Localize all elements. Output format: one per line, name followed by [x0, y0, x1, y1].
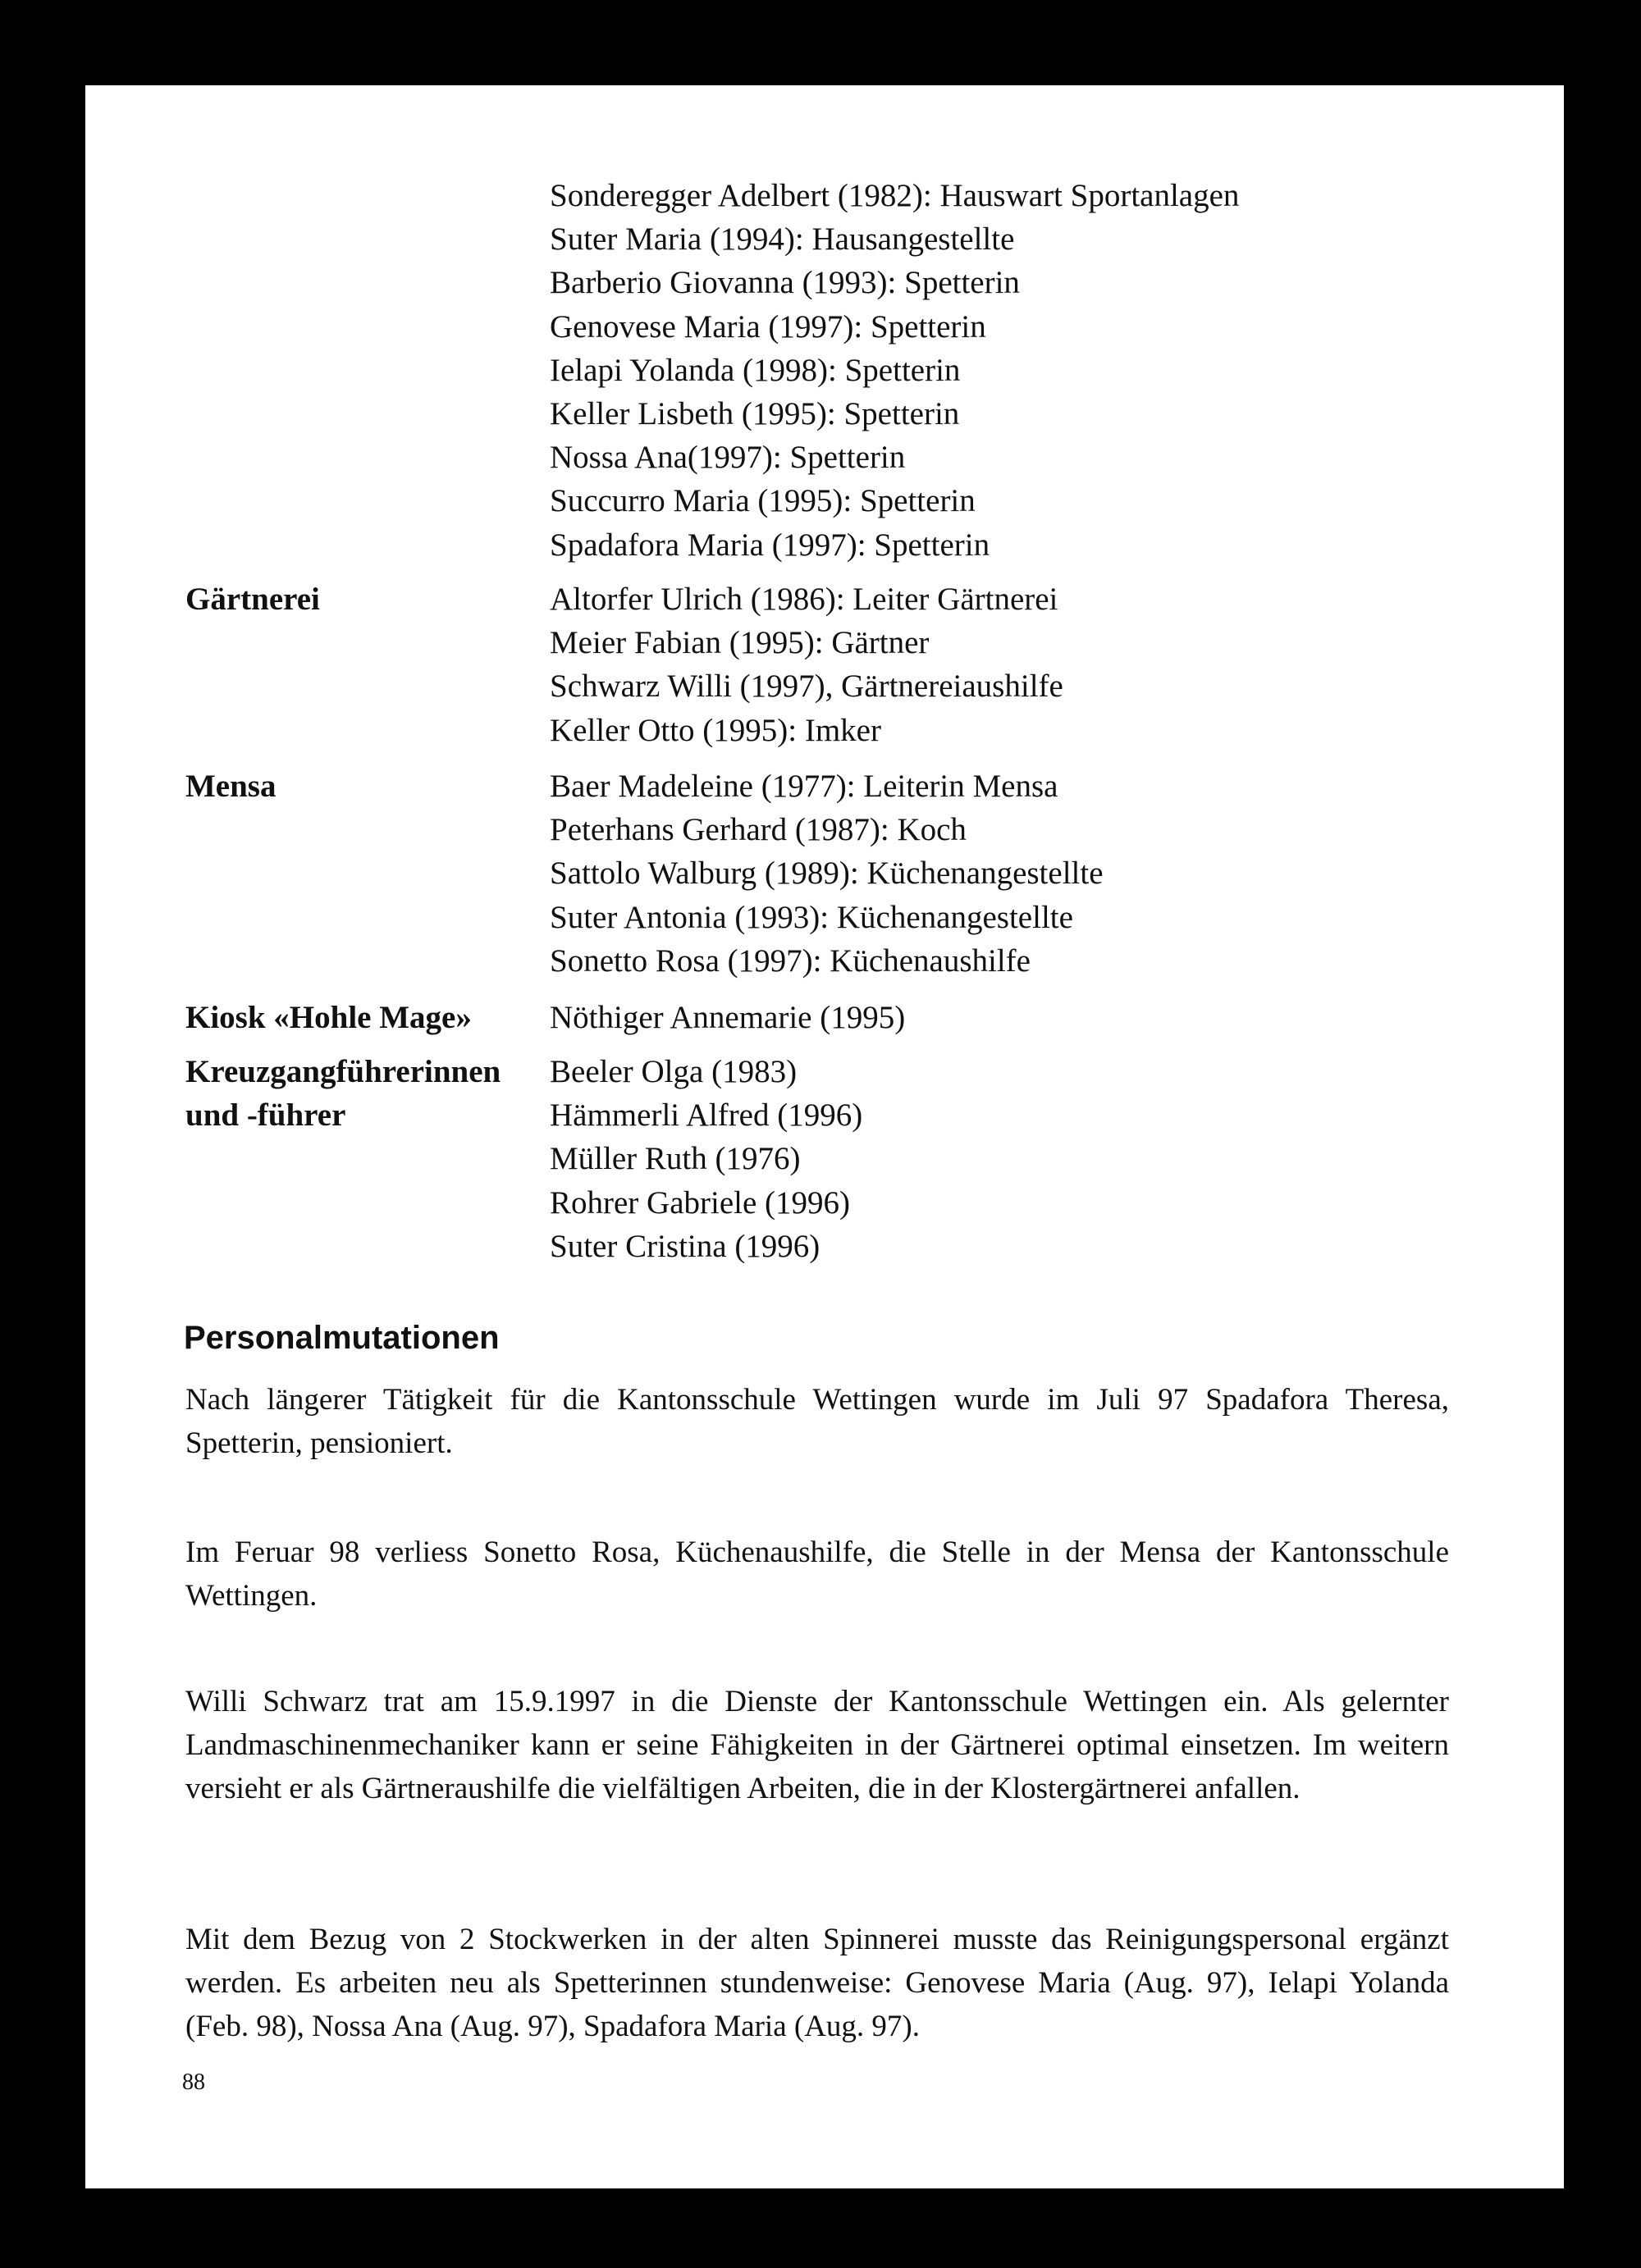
staff-entry: Sattolo Walburg (1989): Küchenangestellte: [550, 856, 1104, 892]
staff-entry: Müller Ruth (1976): [550, 1141, 801, 1177]
staff-entry: Keller Lisbeth (1995): Spetterin: [550, 396, 960, 432]
staff-entry: Schwarz Willi (1997), Gärtnereiaushilfe: [550, 669, 1063, 705]
staff-entry: Succurro Maria (1995): Spetterin: [550, 483, 976, 519]
paragraph: Mit dem Bezug von 2 Stockwerken in der alten Spinnerei musste das Reinigungspersonal ergänzt werden. Es arbeiten neu als Spetterinnen stundenweise: Genovese Maria (Aug. 97), Ielapi Yolanda (Feb. 98), Nossa Ana (Aug. 97), Spadafora Maria (Aug. 97).: [185, 1923, 1449, 2043]
staff-entry: Sonetto Rosa (1997): Küchenaushilfe: [550, 942, 1031, 979]
staff-list-continued: [550, 174, 1239, 567]
department-label-line: Kiosk «Hohle Mage»: [185, 1000, 472, 1035]
staff-entry: Rohrer Gabriele (1996): [550, 1184, 851, 1221]
department-label: [185, 996, 546, 1039]
department-label: [185, 577, 546, 621]
staff-entry: Hämmerli Alfred (1996): [550, 1097, 863, 1134]
staff-entry: Meier Fabian (1995): Gärtner: [550, 625, 930, 661]
page-number: 88: [182, 2069, 205, 2095]
department-label: [185, 1050, 546, 1137]
staff-entry: Suter Cristina (1996): [550, 1228, 820, 1264]
department-members: [550, 577, 1493, 752]
department-label-line: Kreuzgangführerinnen: [185, 1054, 501, 1089]
paragraph: Im Feruar 98 verliess Sonetto Rosa, Küchenaushilfe, die Stelle in der Mensa der Kantonsschule Wettingen.: [185, 1536, 1449, 1613]
department-members: [550, 996, 1493, 1039]
staff-entry: Keller Otto (1995): Imker: [550, 712, 881, 748]
staff-entry: Genovese Maria (1997): Spetterin: [550, 308, 986, 345]
paragraph: Nach längerer Tätigkeit für die Kantonsschule Wettingen wurde im Juli 97 Spadafora Theresa, Spetterin, pensioniert.: [185, 1383, 1449, 1460]
department-members: [550, 764, 1493, 983]
staff-entry: Nöthiger Annemarie (1995): [550, 1000, 906, 1035]
paragraph: Willi Schwarz trat am 15.9.1997 in die Dienste der Kantonsschule Wettingen ein. Als gelernter Landmaschinenmechaniker kann er seine Fähigkeiten in der Gärtnerei optimal einsetzen. Im weitern versieht er als Gärtneraushilfe die vielfältigen Arbeiten, die in der Klostergärtnerei anfallen.: [185, 1685, 1449, 1805]
staff-entry: Ielapi Yolanda (1998): Spetterin: [550, 352, 961, 388]
department-label: [185, 764, 546, 808]
staff-entry: Altorfer Ulrich (1986): Leiter Gärtnerei: [550, 582, 1058, 617]
department-members: [550, 1050, 1493, 1268]
staff-entry: Baer Madeleine (1977): Leiterin Mensa: [550, 769, 1058, 804]
document-page: [85, 85, 1564, 2188]
staff-entry: Beeler Olga (1983): [550, 1054, 798, 1089]
staff-entry: Peterhans Gerhard (1987): Koch: [550, 812, 967, 848]
staff-entry: Spadafora Maria (1997): Spetterin: [550, 527, 990, 563]
staff-entry: Nossa Ana(1997): Spetterin: [550, 440, 906, 476]
department-label-line: und -führer: [185, 1097, 346, 1134]
department-label-line: Gärtnerei: [185, 582, 320, 617]
staff-entry: Suter Antonia (1993): Küchenangestellte: [550, 899, 1073, 935]
section-heading: Personalmutationen: [184, 1320, 500, 1356]
staff-entry: Sonderegger Adelbert (1982): Hauswart Sportanlagen: [550, 178, 1240, 213]
staff-entry: Suter Maria (1994): Hausangestellte: [550, 221, 1015, 258]
department-label-line: Mensa: [185, 769, 277, 804]
staff-entry: Barberio Giovanna (1993): Spetterin: [550, 265, 1020, 301]
